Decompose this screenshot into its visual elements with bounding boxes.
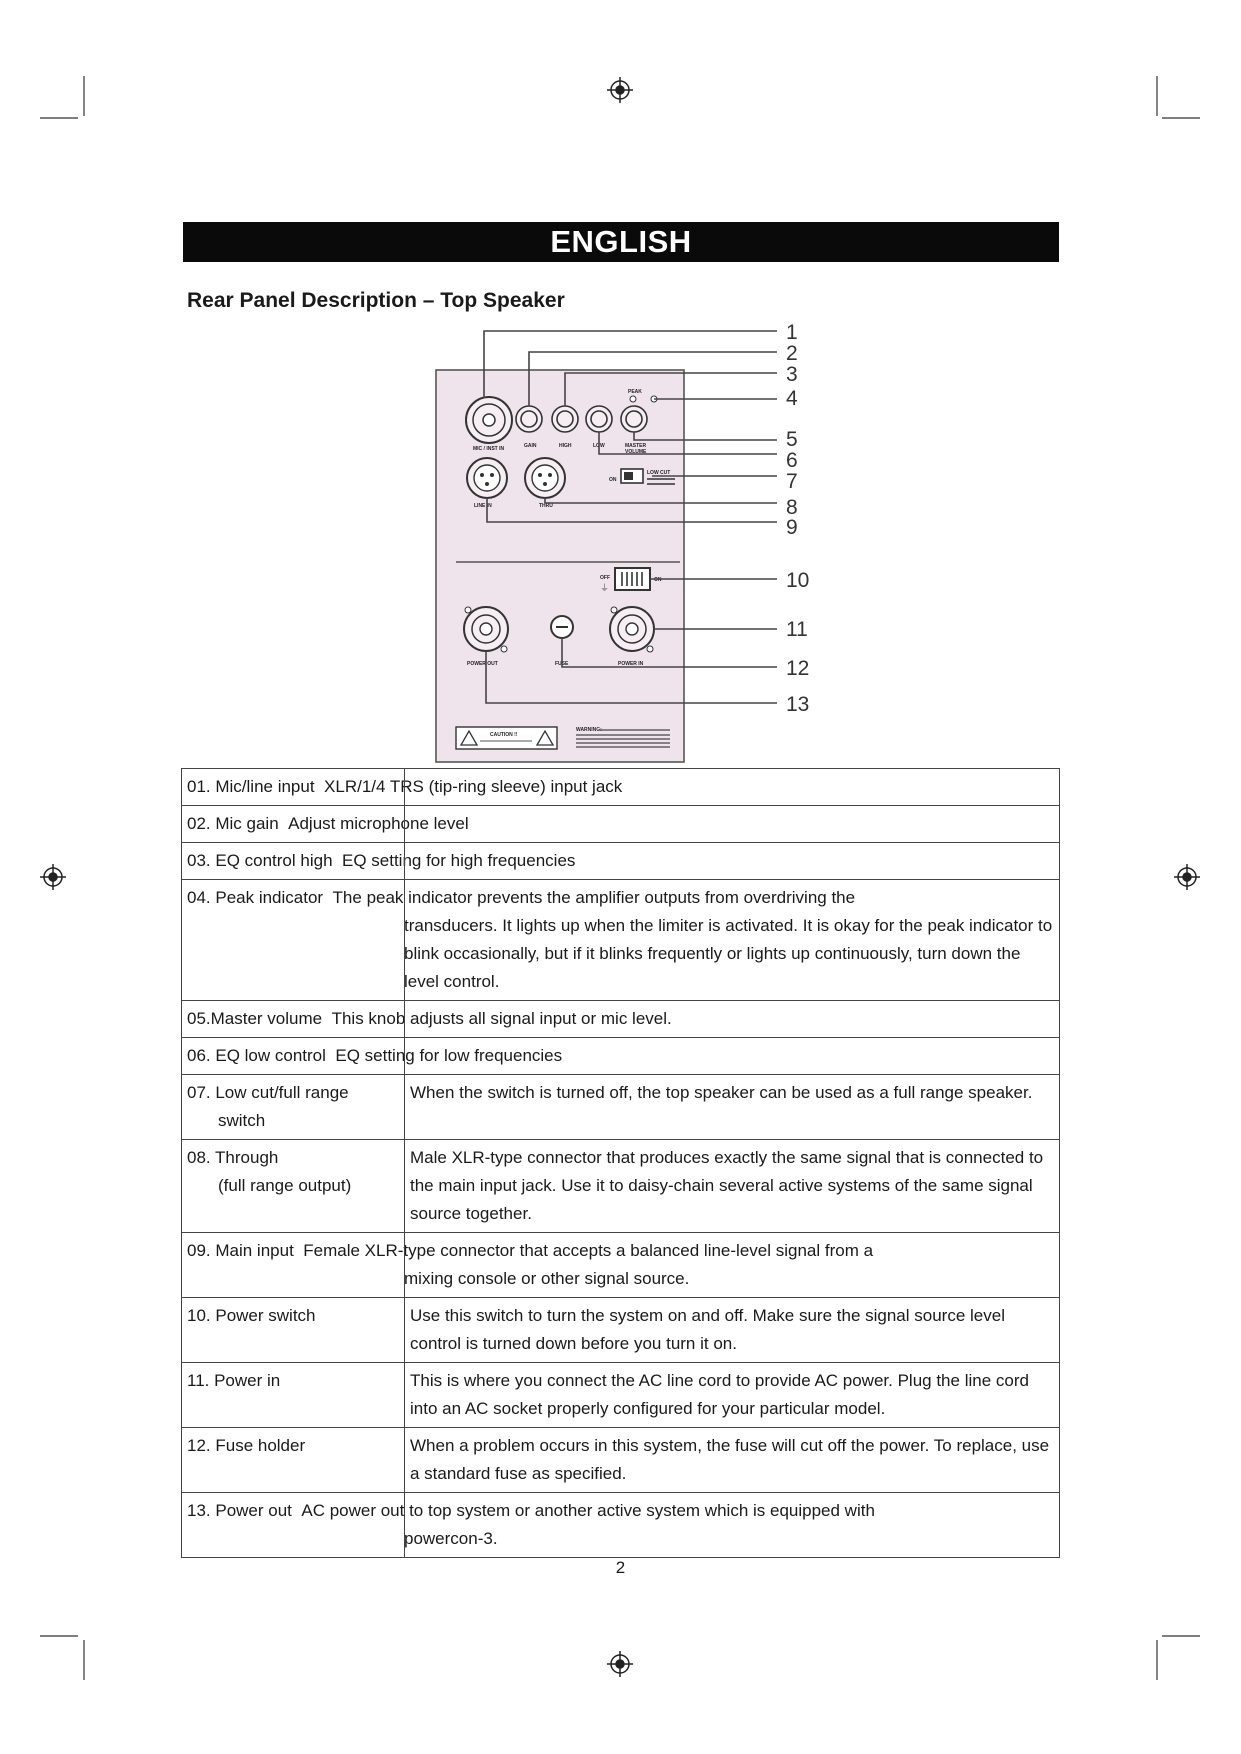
gain-label: GAIN (524, 443, 537, 449)
high-knob-icon (552, 406, 578, 432)
row-cell (182, 1233, 1060, 1298)
low-knob-icon (586, 406, 612, 432)
column-divider (404, 1233, 405, 1297)
item-label: 08. Through (187, 1148, 279, 1167)
table-row (182, 1001, 1060, 1038)
item-description: The peak indicator prevents the amplifier outputs from overdriving the (332, 888, 856, 907)
table-row (182, 1140, 1060, 1233)
item-label-cell (182, 1363, 405, 1428)
rear-panel-description-table (181, 768, 1060, 1558)
item-label: 06. EQ low control (187, 1046, 326, 1065)
callout-11: 11 (786, 618, 808, 641)
item-description: EQ setting for low frequencies (335, 1046, 563, 1065)
item-description: When a problem occurs in this system, the fuse will cut off the power. To replace, use a standard fuse as specified. (405, 1428, 1060, 1493)
item-label: 02. Mic gain (187, 814, 279, 833)
item-description: Male XLR-type connector that produces exactly the same signal that is connected to the main input jack. Use it to daisy-chain several active systems of the same signal source together. (405, 1140, 1060, 1233)
high-label: HIGH (559, 443, 572, 449)
item-label: 09. Main input (187, 1241, 294, 1260)
callout-7: 7 (786, 470, 798, 493)
column-divider (404, 806, 405, 842)
item-label: 12. Fuse holder (187, 1436, 306, 1455)
power-out-label: POWER OUT (467, 661, 498, 667)
row-cell (182, 880, 1060, 1001)
item-description: This knob adjusts all signal input or mic level. (331, 1009, 672, 1028)
column-divider (404, 1001, 405, 1037)
callout-12: 12 (786, 657, 810, 680)
table-row (182, 1038, 1060, 1075)
page-number: 2 (615, 1558, 626, 1577)
column-divider (404, 843, 405, 879)
row-cell (182, 1038, 1060, 1075)
item-label: 11. Power in (187, 1371, 281, 1390)
item-description: Female XLR-type connector that accepts a balanced line-level signal from a (303, 1241, 874, 1260)
item-label: 04. Peak indicator (187, 888, 324, 907)
table-row (182, 1075, 1060, 1140)
table-row (182, 843, 1060, 880)
item-description: When the switch is turned off, the top speaker can be used as a full range speaker. (405, 1075, 1060, 1140)
item-description: EQ setting for high frequencies (341, 851, 576, 870)
mic-inst-combo-jack-icon (466, 397, 512, 443)
callout-5: 5 (786, 428, 798, 451)
table-row (182, 1428, 1060, 1493)
item-description-continued: powercon-3. (404, 1529, 498, 1548)
line-in-label: LINE IN (474, 503, 492, 509)
item-label-cell (182, 1075, 405, 1140)
item-label: 05.Master volume (187, 1009, 323, 1028)
callout-1: 1 (786, 321, 798, 344)
item-label: 01. Mic/line input (187, 777, 315, 796)
row-cell (182, 843, 1060, 880)
item-label-sub: (full range output) (218, 1176, 352, 1195)
row-cell (182, 806, 1060, 843)
table-row (182, 769, 1060, 806)
table-row (182, 1493, 1060, 1558)
thru-xlr-icon (525, 458, 565, 498)
on-label: ON (609, 477, 617, 483)
fuse-label: FUSE (555, 661, 569, 667)
column-divider (404, 769, 405, 805)
row-cell (182, 1001, 1060, 1038)
fuse-holder-icon (551, 616, 573, 638)
warning-label: WARNING: (576, 727, 602, 733)
mic-in-label: MIC / INST IN (473, 446, 505, 452)
off-label: OFF (600, 575, 610, 581)
power-in-connector-icon (610, 607, 654, 652)
peak-label: PEAK (628, 389, 642, 395)
item-description: XLR/1/4 TRS (tip-ring sleeve) input jack (324, 777, 623, 796)
table-row (182, 806, 1060, 843)
rear-panel-diagram (0, 0, 1241, 770)
callout-8: 8 (786, 496, 798, 519)
item-label: 07. Low cut/full range (187, 1083, 349, 1102)
power-in-label: POWER IN (618, 661, 644, 667)
section-title: Rear Panel Description – Top Speaker (187, 289, 565, 312)
row-cell (182, 1493, 1060, 1558)
callout-2: 2 (786, 342, 798, 365)
table-row (182, 1298, 1060, 1363)
item-label-cell (182, 1428, 405, 1493)
svg-text:⏚: ⏚ (600, 583, 610, 593)
line-in-xlr-icon (467, 458, 507, 498)
callout-13: 13 (786, 693, 810, 716)
low-cut-label: LOW CUT (647, 470, 671, 476)
master-volume-knob-icon (621, 406, 647, 432)
item-description: Use this switch to turn the system on and off. Make sure the signal source level control is turned down before you turn it on. (405, 1298, 1060, 1363)
power-out-connector-icon (464, 607, 508, 652)
volume-label: VOLUME (625, 449, 647, 455)
item-description: AC power out to top system or another active system which is equipped with (301, 1501, 875, 1520)
item-label-cell (182, 1298, 405, 1363)
item-description: This is where you connect the AC line cord to provide AC power. Plug the line cord into an AC socket properly configured for your particular model. (405, 1363, 1060, 1428)
item-label-cell (182, 1140, 405, 1233)
table-row (182, 880, 1060, 1001)
item-label-sub: switch (218, 1111, 266, 1130)
callout-4: 4 (786, 387, 798, 410)
item-label: 10. Power switch (187, 1306, 316, 1325)
callout-10: 10 (786, 569, 810, 592)
item-label: 13. Power out (187, 1501, 292, 1520)
caution-label-box (456, 727, 557, 749)
callout-3: 3 (786, 363, 798, 386)
item-description-continued: mixing console or other signal source. (404, 1269, 690, 1288)
item-label: 03. EQ control high (187, 851, 333, 870)
column-divider (404, 1493, 405, 1557)
table-row (182, 1363, 1060, 1428)
callout-9: 9 (786, 516, 798, 539)
column-divider (404, 1038, 405, 1074)
master-label: MASTER (625, 443, 647, 449)
language-banner: ENGLISH (183, 222, 1059, 262)
column-divider (404, 880, 405, 1000)
gain-knob-icon (516, 406, 542, 432)
row-cell (182, 769, 1060, 806)
callout-6: 6 (786, 449, 798, 472)
thru-label: THRU (539, 503, 553, 509)
caution-label: CAUTION !! (490, 732, 518, 738)
peak-led-icon (630, 396, 636, 402)
low-label: LOW (593, 443, 605, 449)
item-description: Adjust microphone level (288, 814, 469, 833)
svg-text:ON: ON (654, 577, 662, 583)
table-row (182, 1233, 1060, 1298)
item-description-continued: transducers. It lights up when the limiter is activated. It is okay for the peak indicator to blink occasionally, but if it blinks frequently or lights up continuously, turn down the level control. (404, 916, 1053, 991)
